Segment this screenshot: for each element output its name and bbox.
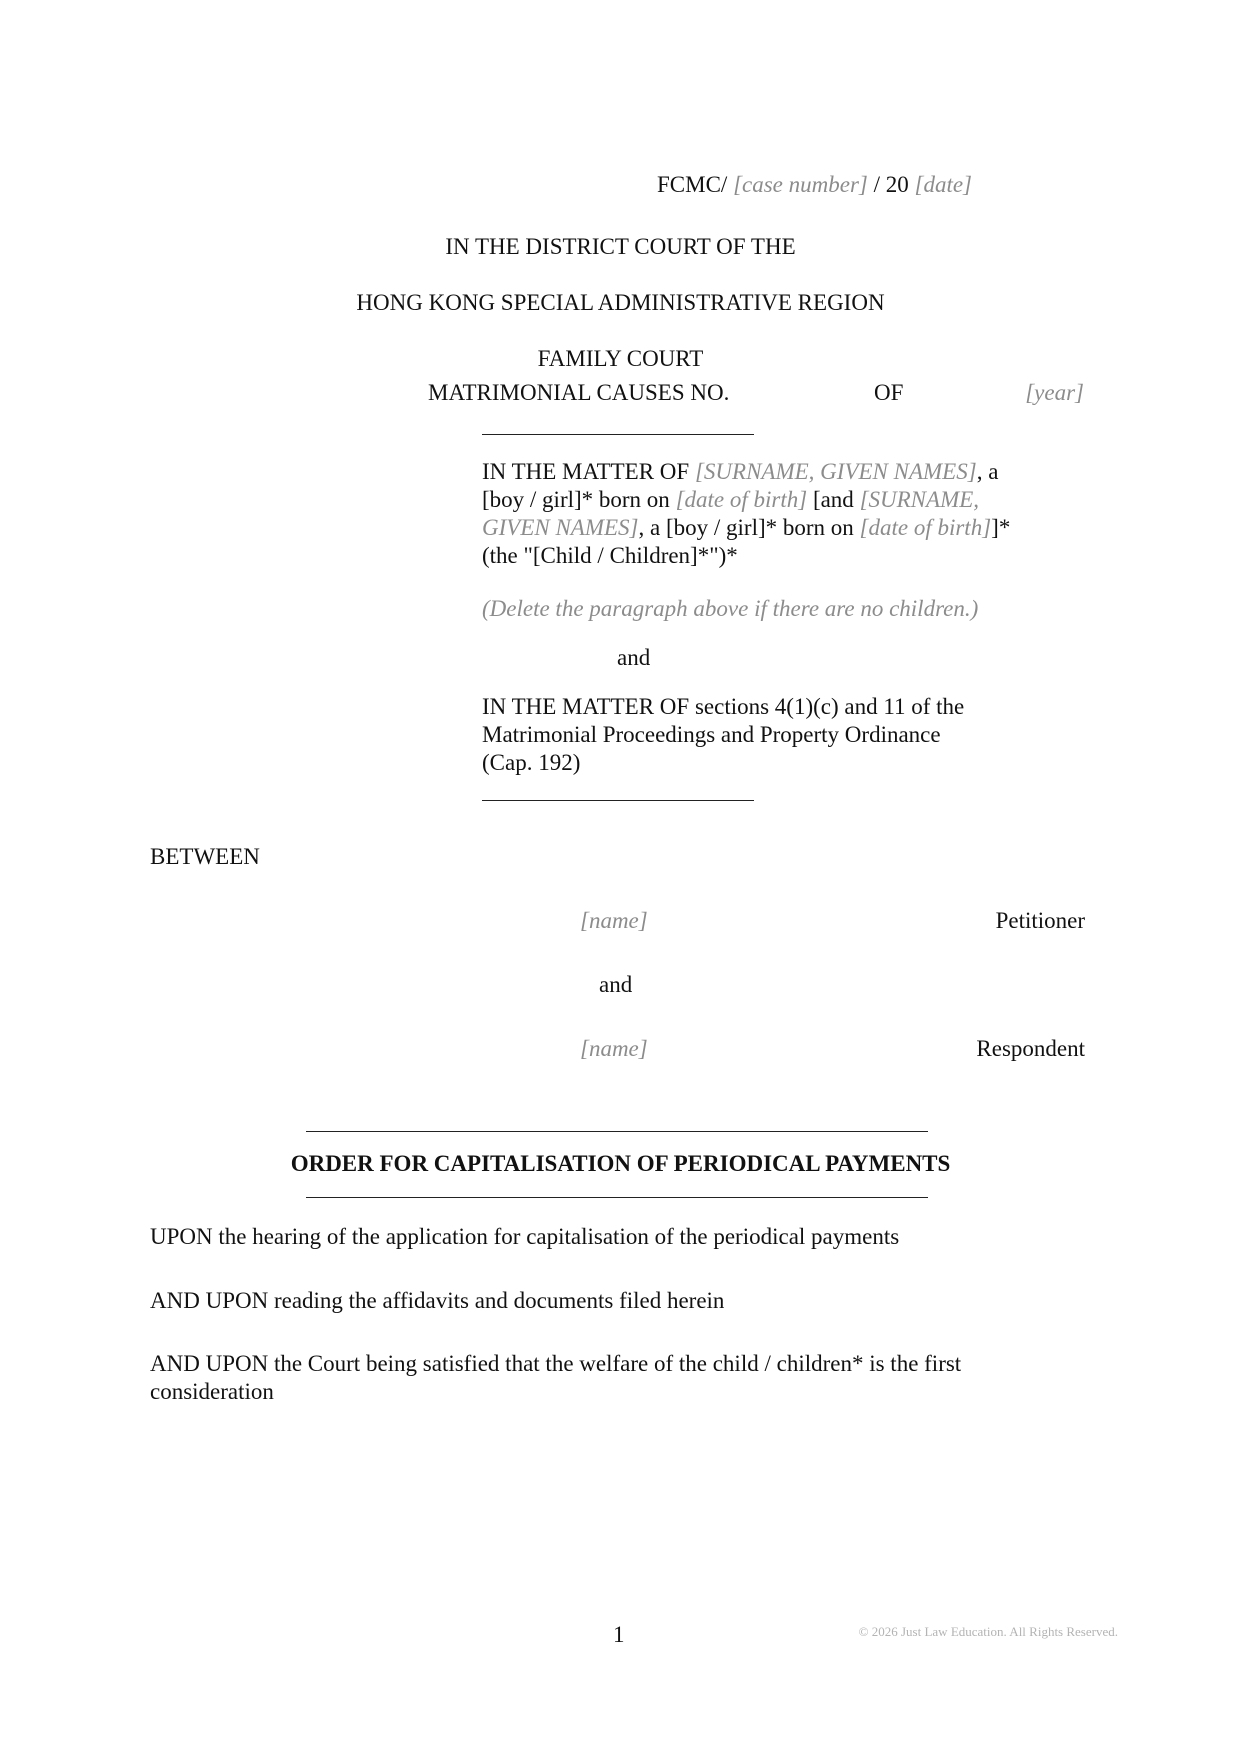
recital-2: AND UPON reading the affidavits and documents filed herein (150, 1288, 725, 1313)
case-number-line (657, 171, 972, 199)
copyright-notice: © 2026 Just Law Education. All Rights Reserved. (858, 1624, 1118, 1639)
between-label: BETWEEN (150, 844, 260, 869)
court-heading-2: HONG KONG SPECIAL ADMINISTRATIVE REGION (356, 290, 885, 315)
of-label: OF (874, 380, 904, 405)
title-rule-top (306, 1131, 928, 1132)
and-connector-1: and (617, 645, 651, 670)
petitioner-label: Petitioner (995, 908, 1085, 933)
recital-3: AND UPON the Court being satisfied that the welfare of the child / children* is the first consideration (150, 1351, 962, 1404)
respondent-name-placeholder: [name] (580, 1036, 648, 1061)
case-date-placeholder: [date] (914, 172, 972, 197)
page-number: 1 (613, 1622, 625, 1647)
court-heading-1: IN THE DISTRICT COURT OF THE (445, 234, 796, 259)
petitioner-name-placeholder: [name] (580, 908, 648, 933)
title-rule-bottom (306, 1197, 928, 1198)
matrimonial-causes-label: MATRIMONIAL CAUSES NO. (428, 380, 730, 405)
and-connector-2: and (599, 972, 633, 997)
case-number-placeholder: [case number] (733, 172, 868, 197)
matter-sections-paragraph: IN THE MATTER OF sections 4(1)(c) and 11 of the Matrimonial Proceedings and Property Ordinance (Cap. 192) (482, 694, 965, 775)
delete-instruction: (Delete the paragraph above if there are no children.) (482, 596, 979, 621)
order-title: ORDER FOR CAPITALISATION OF PERIODICAL PAYMENTS (290, 1151, 951, 1176)
divider-middle (482, 800, 754, 801)
matter-children-paragraph: IN THE MATTER OF [SURNAME, GIVEN NAMES], a [boy / girl]* born on [date of birth] [and [SURNAME, GIVEN NAMES], a [boy / girl]* born on [date of birth]]* (the "[Child / Children]*")* (482, 459, 1011, 568)
recital-1: UPON the hearing of the application for capitalisation of the periodical payments (150, 1224, 900, 1249)
case-prefix: FCMC/ (656, 172, 734, 197)
year-placeholder: [year] (1025, 380, 1084, 405)
case-separator: / 20 (867, 172, 915, 197)
court-heading-3: FAMILY COURT (537, 346, 704, 371)
respondent-label: Respondent (976, 1036, 1085, 1061)
divider-top (482, 434, 754, 435)
